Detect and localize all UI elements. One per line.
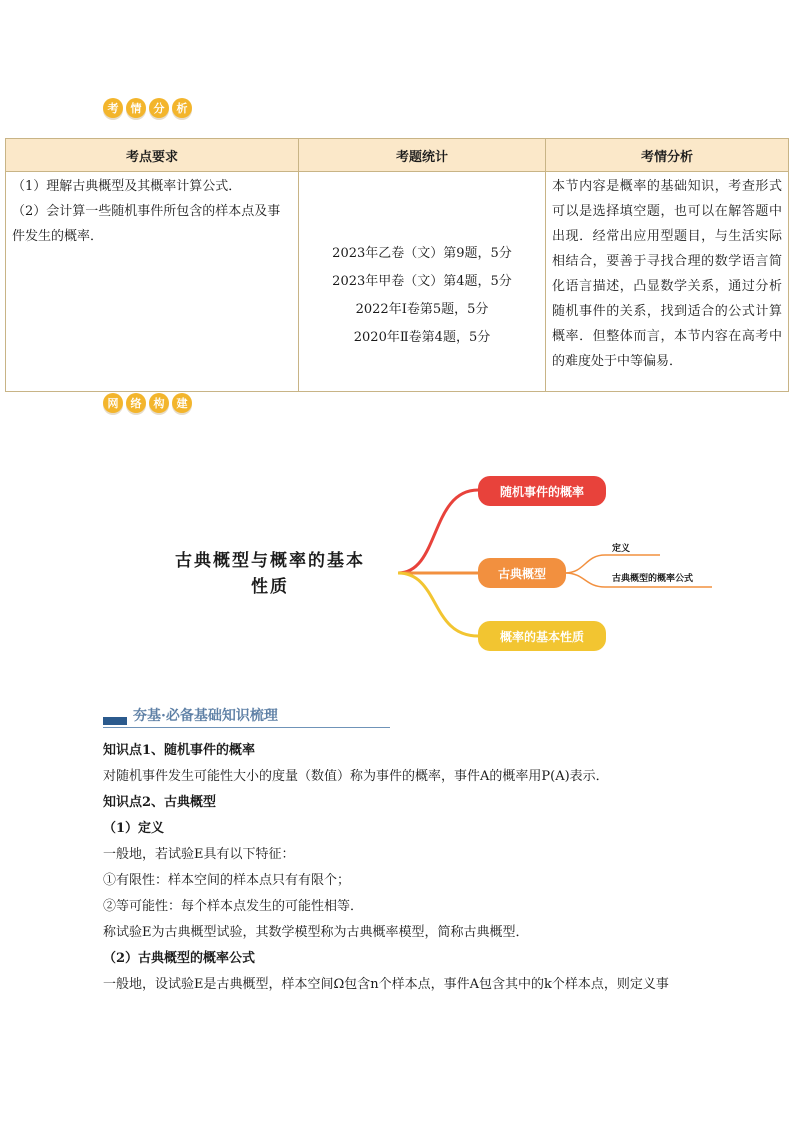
badge-char: 析 xyxy=(172,98,192,118)
badge-char: 构 xyxy=(149,393,169,413)
stat-item: 2020年Ⅱ卷第4题，5分 xyxy=(353,329,491,345)
sub-heading: （2）古典概型的概率公式 xyxy=(103,951,256,966)
mindmap-sub-formula: 古典概型的概率公式 xyxy=(612,574,694,584)
badge-char: 建 xyxy=(172,393,192,413)
knowledge-point-title: 知识点2、古典概型 xyxy=(103,795,217,810)
mindmap-root xyxy=(150,548,390,600)
sub-heading: （1）定义 xyxy=(103,821,165,836)
paragraph: 一般地，若试验E具有以下特征： xyxy=(103,847,295,862)
stat-item: 2023年甲卷（文）第4题，5分 xyxy=(332,273,512,289)
paragraph: 对随机事件发生可能性大小的度量（数值）称为事件的概率，事件A的概率用P(A)表示． xyxy=(103,769,609,784)
mindmap-root-line: 古典概型与概率的基本 xyxy=(175,551,365,571)
mindmap-branch-random-event: 随机事件的概率 xyxy=(478,476,606,506)
analysis-cell: 本节内容是概率的基础知识，考查形式可以是选择填空题，也可以在解答题中出现．经常出应用型题目，与生活实际相结合，要善于寻找合理的数学语言简化语言描述，凸显数学关系，通过分析随机事件的关系，找到适合的公式计算概率．但整体而言，本节内容在高考中的难度处于中等偏易． xyxy=(546,172,789,392)
stat-item: 2023年乙卷（文）第9题，5分 xyxy=(332,245,512,261)
paragraph: ②等可能性：每个样本点发生的可能性相等． xyxy=(103,899,364,914)
paragraph: 称试验E为古典概型试验，其数学模型称为古典概率模型，简称古典概型． xyxy=(103,925,529,940)
mindmap-sub-definition: 定义 xyxy=(612,544,631,554)
badge-char: 网 xyxy=(103,393,123,413)
mindmap-branch-basic-properties: 概率的基本性质 xyxy=(478,621,606,651)
section-heading-text: 夯基·必备基础知识梳理 xyxy=(133,708,278,724)
requirement-item: （1）理解古典概型及其概率计算公式． xyxy=(12,179,242,194)
table-header-requirements: 考点要求 xyxy=(6,139,299,172)
badge-char: 情 xyxy=(126,98,146,118)
table-header-analysis: 考情分析 xyxy=(546,139,789,172)
connector-branch3 xyxy=(398,573,478,636)
knowledge-point-title: 知识点1、随机事件的概率 xyxy=(103,743,256,758)
table-header-stats: 考题统计 xyxy=(299,139,546,172)
paragraph: ①有限性：样本空间的样本点只有有限个； xyxy=(103,873,351,888)
section-heading-bar xyxy=(103,717,127,725)
section-heading xyxy=(103,705,390,728)
requirement-item: （2）会计算一些随机事件所包含的样本点及事件发生的概率． xyxy=(12,204,281,244)
paragraph: 一般地，设试验E是古典概型，样本空间Ω包含n个样本点，事件A包含其中的k个样本点，则定义事 xyxy=(103,977,669,992)
badge-char: 考 xyxy=(103,98,123,118)
connector-branch1 xyxy=(398,490,478,573)
mindmap-root-line: 性质 xyxy=(251,577,289,597)
badge-char: 络 xyxy=(126,393,146,413)
knowledge-content xyxy=(103,738,793,998)
stat-item: 2022年Ⅰ卷第5题，5分 xyxy=(355,301,489,317)
mindmap-branch-classical: 古典概型 xyxy=(478,558,566,588)
badge-char: 分 xyxy=(149,98,169,118)
